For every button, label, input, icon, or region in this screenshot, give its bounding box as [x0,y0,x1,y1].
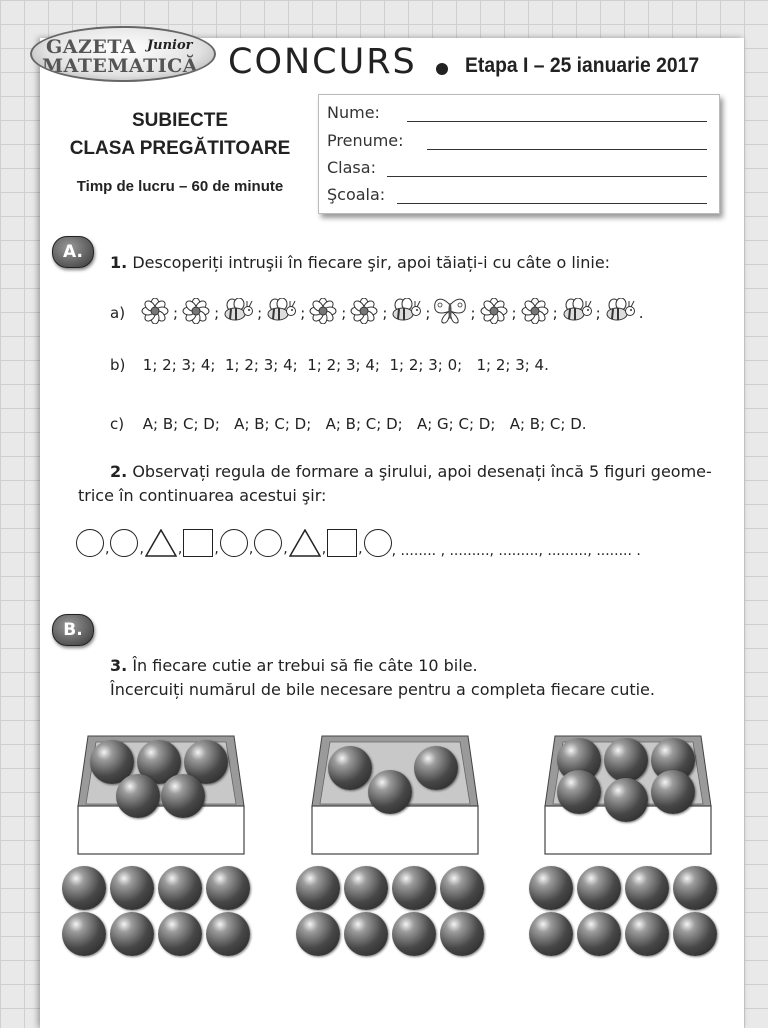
answer-blanks[interactable]: , ........ , ........., ........., ........., ........ . [391,543,641,559]
student-info-box [318,94,720,214]
answer-ball[interactable] [440,912,484,956]
page-title: CONCURS [228,42,417,82]
answer-ball[interactable] [440,866,484,910]
answer-ball[interactable] [344,912,388,956]
answer-ball[interactable] [625,866,669,910]
subject-line1: SUBIECTE [131,110,229,131]
task3-text-line1: În fiecare cutie ar trebui să fie câte 10 bile. [132,656,478,675]
ball-in-box[interactable] [557,770,601,814]
task3-prompt-line1 [110,656,478,675]
ball-in-box[interactable] [368,770,412,814]
triangle-shape [289,529,321,557]
sequence-separator: ; [300,304,306,322]
answer-ball[interactable] [296,866,340,910]
sequence-separator: ; [214,304,220,322]
square-shape [183,529,213,557]
logo-junior: Junior [147,38,193,53]
answer-ball[interactable] [577,866,621,910]
logo-line1: GAZETA [46,36,137,58]
triangle-shape [145,529,177,557]
shape-sequence [76,527,641,559]
task1c-row [110,415,587,433]
flower-icon[interactable] [477,298,511,328]
section-b-badge: B. [52,614,94,646]
task1a-row [110,298,644,328]
name-field[interactable] [407,121,707,122]
circle-shape [364,529,392,557]
flower-icon[interactable] [347,298,381,328]
task3-text-line2: Încercuiți numărul de bile necesare pentru a completa fiecare cutie. [110,680,655,699]
sequence-separator: ; [425,304,431,322]
circle-shape [76,529,104,557]
task1b-row [110,356,549,374]
answer-ball[interactable] [344,866,388,910]
sequence-separator: ; [257,304,263,322]
name-label: Nume: [327,103,380,122]
surname-field[interactable] [427,149,707,150]
answer-ball[interactable] [673,912,717,956]
sequence-separator: ; [173,304,179,322]
ball-box [310,734,480,856]
ball-in-box[interactable] [328,746,372,790]
task2-text-line1: Observați regula de formare a şirului, apoi desenați încă 5 figuri geome- [132,462,712,481]
task1-prompt [110,253,610,272]
flower-icon[interactable] [518,298,552,328]
task3-number: 3. [110,656,128,675]
ball-box [76,734,246,856]
shape-separator: , [105,541,110,557]
sequence-separator: ; [470,304,476,322]
answer-ball[interactable] [62,912,106,956]
task1c-label: c) [110,415,125,433]
school-field[interactable] [397,203,707,204]
shape-separator: , [214,541,219,557]
flower-icon[interactable] [138,298,172,328]
sequence-separator: ; [382,304,388,322]
task2-text-line2: trice în continuarea acestui şir: [78,486,327,505]
flower-icon[interactable] [306,298,340,328]
time-limit: Timp de lucru – 60 de minute [76,178,284,195]
task1a-label: a) [110,304,126,322]
shape-sequence-figures [76,529,392,557]
task2-prompt-line1 [110,462,712,481]
task1-number: 1. [110,253,128,272]
answer-ball[interactable] [110,866,154,910]
shape-separator: , [139,541,144,557]
circle-shape [220,529,248,557]
answer-ball[interactable] [392,912,436,956]
logo-line2: MATEMATICĂ [42,55,198,77]
answer-ball[interactable] [158,866,202,910]
answer-ball[interactable] [206,866,250,910]
class-field[interactable] [387,176,707,177]
answer-ball[interactable] [577,912,621,956]
shape-separator: , [358,541,363,557]
answer-ball[interactable] [673,866,717,910]
answer-ball[interactable] [529,866,573,910]
task1b-sequence[interactable]: 1; 2; 3; 4; 1; 2; 3; 4; 1; 2; 3; 4; 1; 2; 3; 0; 1; 2; 3; 4. [142,356,549,374]
answer-ball[interactable] [62,866,106,910]
subject-line2: CLASA PREGĂTITOARE [69,138,291,159]
ball-box [543,734,713,856]
shape-separator: , [283,541,288,557]
answer-ball[interactable] [529,912,573,956]
sequence-separator: ; [552,304,558,322]
task2-number: 2. [110,462,128,481]
ball-in-box[interactable] [604,778,648,822]
section-a-badge: A. [52,236,94,268]
ball-in-box[interactable] [116,774,160,818]
answer-ball[interactable] [296,912,340,956]
stage-date: Etapa I – 25 ianuarie 2017 [465,54,700,77]
square-shape [327,529,357,557]
circle-shape [254,529,282,557]
surname-label: Prenume: [327,131,404,150]
answer-ball[interactable] [625,912,669,956]
gazeta-matematica-logo [30,26,216,82]
class-label: Clasa: [327,158,376,177]
answer-ball[interactable] [392,866,436,910]
answer-ball[interactable] [110,912,154,956]
answer-ball[interactable] [158,912,202,956]
task1a-sequence[interactable] [138,297,644,329]
flower-icon[interactable] [179,298,213,328]
butterfly-icon[interactable] [431,297,469,329]
task1-text: Descoperiți intruşii în fiecare şir, apoi tăiați-i cu câte o linie: [132,253,611,272]
bee-icon[interactable] [263,298,299,328]
task1c-sequence[interactable]: A; B; C; D; A; B; C; D; A; B; C; D; A; G; C; D; A; B; C; D. [142,415,587,433]
ball-in-box[interactable] [414,746,458,790]
bee-icon[interactable] [388,298,424,328]
bee-icon[interactable] [602,298,638,328]
bee-icon[interactable] [220,298,256,328]
sequence-separator: . [638,304,644,322]
bee-icon[interactable] [559,298,595,328]
ball-in-box[interactable] [604,738,648,782]
sequence-separator: ; [341,304,347,322]
shape-separator: , [177,541,183,557]
task1b-label: b) [110,356,126,374]
answer-ball[interactable] [206,912,250,956]
sequence-separator: ; [511,304,517,322]
shape-separator: , [321,541,327,557]
ball-in-box[interactable] [651,770,695,814]
sequence-separator: ; [595,304,601,322]
ball-in-box[interactable] [161,774,205,818]
shape-separator: , [248,541,254,557]
bullet-dot [436,63,448,75]
circle-shape [110,529,138,557]
school-label: Şcoala: [327,185,386,204]
